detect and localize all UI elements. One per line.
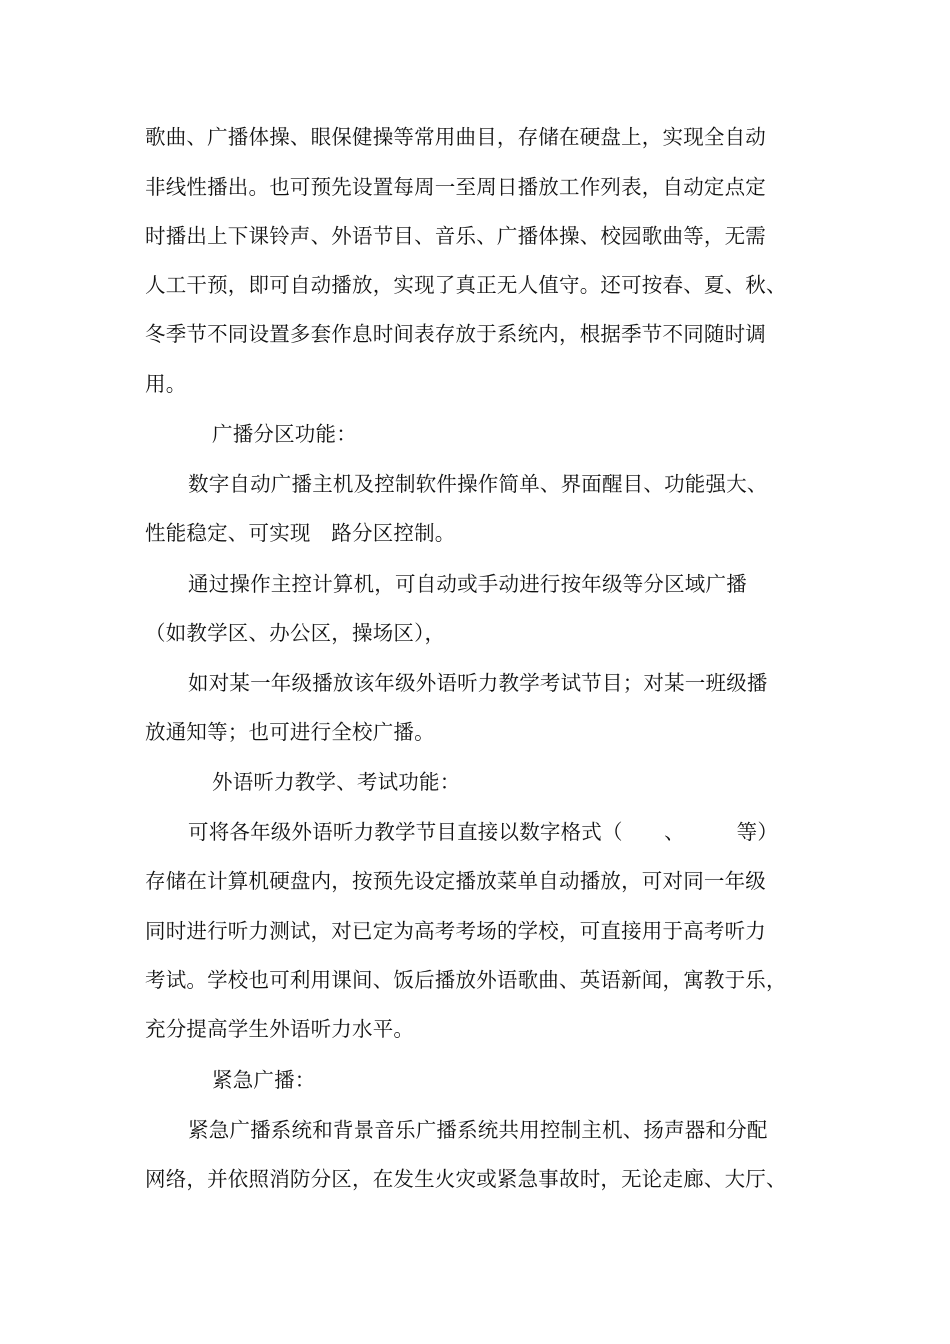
paragraph-line: 紧急广播系统和背景音乐广播系统共用控制主机、扬声器和分配 <box>188 1118 768 1142</box>
paragraph-line: 时播出上下课铃声、外语节目、音乐、广播体操、校园歌曲等，无需 <box>145 224 766 248</box>
paragraph-line: 考试。学校也可利用课间、饭后播放外语歌曲、英语新闻，寓教于乐， <box>145 968 787 992</box>
paragraph-line: 可将各年级外语听力教学节目直接以数字格式（ 、 等） <box>188 820 779 844</box>
paragraph-line: 歌曲、广播体操、眼保健操等常用曲目，存储在硬盘上，实现全自动 <box>145 125 766 149</box>
paragraph-line: 非线性播出。也可预先设置每周一至周日播放工作列表，自动定点定 <box>145 175 766 199</box>
paragraph-line: 网络，并依照消防分区，在发生火灾或紧急事故时，无论走廊、大厅、 <box>145 1167 787 1191</box>
paragraph-line: 存储在计算机硬盘内，按预先设定播放菜单自动播放，可对同一年级 <box>145 869 766 893</box>
paragraph-line: 通过操作主控计算机，可自动或手动进行按年级等分区域广播 <box>188 572 747 596</box>
paragraph-line: 同时进行听力测试，对已定为高考考场的学校，可直接用于高考听力 <box>145 919 766 943</box>
section-heading-zoning: 广播分区功能： <box>212 422 357 446</box>
paragraph-line: 性能稳定、可实现 路分区控制。 <box>145 521 456 545</box>
paragraph-line: 冬季节不同设置多套作息时间表存放于系统内，根据季节不同随时调 <box>145 322 766 346</box>
paragraph-line: （如教学区、办公区，操场区）， <box>145 621 446 645</box>
section-heading-emergency: 紧急广播： <box>212 1068 316 1092</box>
paragraph-line: 用。 <box>145 372 187 396</box>
paragraph-line: 放通知等；也可进行全校广播。 <box>145 720 435 744</box>
paragraph-line: 人工干预，即可自动播放，实现了真正无人值守。还可按春、夏、秋、 <box>145 273 787 297</box>
section-heading-listening: 外语听力教学、考试功能： <box>212 770 461 794</box>
paragraph-line: 充分提高学生外语听力水平。 <box>145 1017 415 1041</box>
paragraph-line: 如对某一年级播放该年级外语听力教学考试节目；对某一班级播 <box>188 671 768 695</box>
paragraph-line: 数字自动广播主机及控制软件操作简单、界面醒目、功能强大、 <box>188 472 768 496</box>
